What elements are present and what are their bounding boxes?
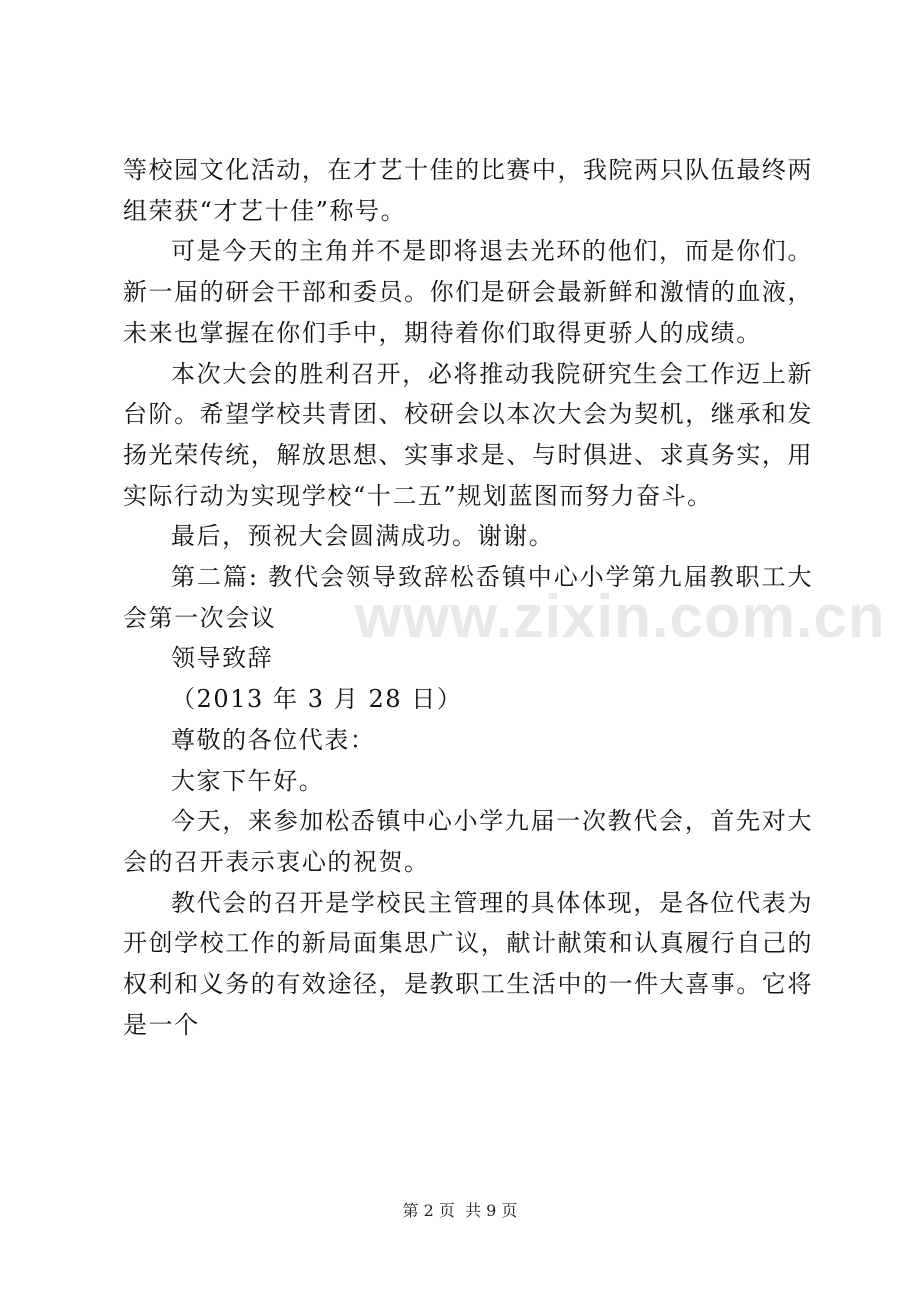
- speech-date: （2013 年 3 月 28 日）: [171, 685, 463, 714]
- paragraph-1: 等校园文化活动，在才艺十佳的比赛中，我院两只队伍最终两组荣获“才艺十佳”称号。: [123, 156, 813, 225]
- section-heading: 第二篇: 教代会领导致辞松岙镇中心小学第九届教职工大会第一次会议: [123, 563, 813, 632]
- page-number: 第 2 页 共 9 页: [402, 1201, 518, 1220]
- document-body: [123, 150, 813, 1045]
- greeting: 大家下午好。: [171, 766, 325, 795]
- paragraph-10: 今天，来参加松岙镇中心小学九届一次教代会，首先对大会的召开表示衷心的祝贺。: [123, 807, 813, 876]
- salutation: 尊敬的各位代表：: [171, 725, 376, 754]
- watermark: www.zixin.com.cn: [355, 583, 886, 650]
- paragraph-4: 最后，预祝大会圆满成功。谢谢。: [171, 522, 555, 551]
- paragraph-2: 可是今天的主角并不是即将退去光环的他们，而是你们。新一届的研会干部和委员。你们是研会最新鲜和激情的血液，未来也掌握在你们手中，期待着你们取得更骄人的成绩。: [123, 237, 813, 347]
- paragraph-11: 教代会的召开是学校民主管理的具体体现，是各位代表为开创学校工作的新局面集思广议，献计献策和认真履行自己的权利和义务的有效途径，是教职工生活中的一件大喜事。它将是一个: [123, 888, 813, 1039]
- page-footer: [0, 1198, 920, 1221]
- speech-title: 领导致辞: [171, 644, 274, 673]
- paragraph-3: 本次大会的胜利召开，必将推动我院研究生会工作迈上新台阶。希望学校共青团、校研会以本次大会为契机，继承和发扬光荣传统，解放思想、实事求是、与时俱进、求真务实，用实际行动为实现学校“十二五”规划蓝图而努力奋斗。: [123, 359, 813, 510]
